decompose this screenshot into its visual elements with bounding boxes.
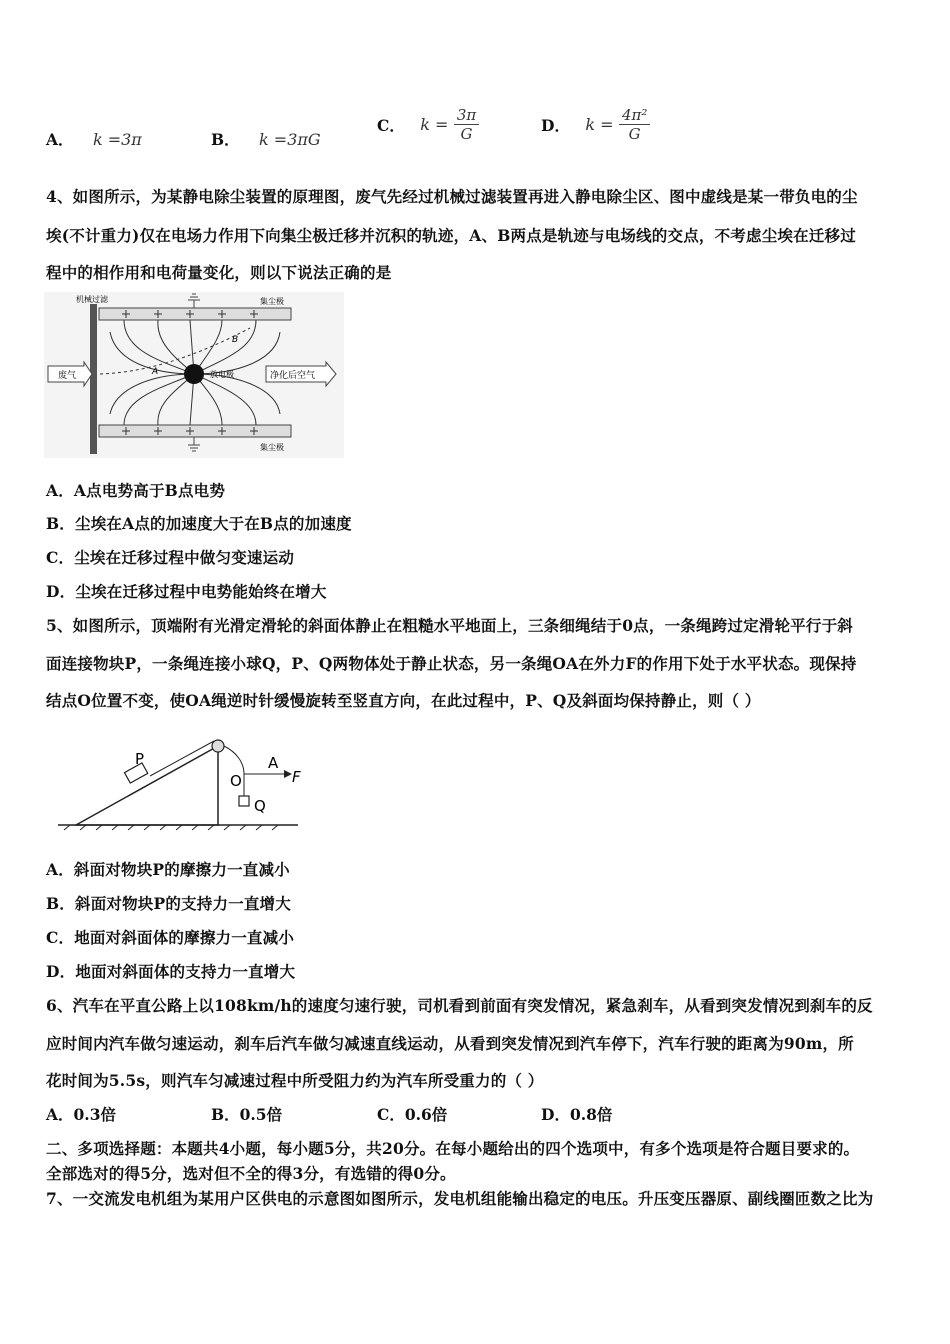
discharge-electrode [184, 364, 204, 384]
q5-option-d: D．地面对斜面体的支持力一直增大 [46, 962, 296, 981]
force-arrow [284, 770, 292, 778]
option-c [377, 106, 479, 143]
section2-line-2: 全部选对的得5分，选对但不全的得3分，有选错的得0分。 [46, 1164, 456, 1183]
section2-line-1: 二、多项选择题：本题共4小题，每小题5分，共20分。在每小题给出的四个选项中，有多个选项是符合题目要求的。 [46, 1139, 860, 1158]
collector-top-label: 集尘极 [260, 297, 284, 306]
q5-option-b: B．斜面对物块P的支持力一直增大 [46, 894, 291, 913]
collector-bottom-label: 集尘极 [260, 443, 284, 452]
q4-option-c: C．尘埃在迁移过程中做匀变速运动 [46, 548, 295, 567]
option-b-formula: k =3πG [259, 130, 321, 149]
incline [76, 746, 218, 825]
rope-p [150, 741, 214, 776]
option-d-lhs: k = [585, 115, 614, 134]
rope-o [224, 746, 244, 774]
option-c-lhs: k = [420, 115, 449, 134]
q5-option-c: C．地面对斜面体的摩擦力一直减小 [46, 928, 295, 947]
label-o: O [230, 772, 242, 790]
pulley [212, 740, 224, 752]
q5-option-a: A．斜面对物块P的摩擦力一直减小 [46, 860, 290, 879]
filter-plate [90, 304, 97, 454]
q6-line-2: 应时间内汽车做匀速运动，刹车后汽车做匀减速直线运动，从看到突发情况到汽车停下，汽车行驶的距离为90m，所 [46, 1034, 854, 1053]
q4-line-1: 4、如图所示，为某静电除尘装置的原理图，废气先经过机械过滤装置再进入静电除尘区、图中虚线是某一带负电的尘 [46, 187, 858, 206]
point-b-label: B [232, 335, 239, 345]
option-a-label: A． [46, 130, 74, 149]
point-a-label: A [152, 367, 159, 377]
option-d [541, 106, 650, 143]
q5-line-2: 面连接物块P，一条绳连接小球Q，P、Q两物体处于静止状态，另一条绳OA在外力F的作用下处于水平状态。现保持 [46, 654, 857, 673]
option-d-fraction [619, 106, 650, 143]
option-c-numerator: 3π [454, 106, 479, 125]
q6-option-a: A．0.3倍 [46, 1105, 116, 1124]
filter-label: 机械过滤 [76, 295, 108, 304]
option-d-numerator: 4π² [619, 106, 650, 125]
clean-air-label: 净化后空气 [270, 371, 316, 381]
option-a-formula: k =3π [92, 130, 142, 149]
q6-option-c: C．0.6倍 [377, 1105, 448, 1124]
discharge-label: 放电极 [210, 370, 234, 379]
q4-option-b: B．尘埃在A点的加速度大于在B点的加速度 [46, 514, 352, 533]
q6-line-1: 6、汽车在平直公路上以108km/h的速度匀速行驶，司机看到前面有突发情况，紧急刹车，从看到突发情况到刹车的反 [46, 996, 873, 1015]
q6-option-d: D．0.8倍 [541, 1105, 613, 1124]
q4-line-2: 埃(不计重力)仅在电场力作用下向集尘极迁移并沉积的轨迹，A、B两点是轨迹与电场线的交点，不考虑尘埃在迁移过 [46, 226, 856, 245]
option-a [46, 128, 142, 150]
option-d-label: D． [541, 115, 570, 135]
option-c-fraction [454, 106, 479, 143]
q6-option-b: B．0.5倍 [211, 1105, 283, 1124]
q5-line-1: 5、如图所示，顶端附有光滑定滑轮的斜面体静止在粗糙水平地面上，三条细绳结于0点，一条绳跨过定滑轮平行于斜 [46, 616, 853, 635]
q6-line-3: 花时间为5.5s，则汽车匀减速过程中所受阻力约为汽车所受重力的（ ） [46, 1071, 544, 1090]
q5-line-3: 结点O位置不变，使OA绳逆时针缓慢旋转至竖直方向，在此过程中，P、Q及斜面均保持静止，则（ ） [46, 691, 761, 710]
option-d-denominator: G [628, 125, 641, 143]
waste-gas-label: 废气 [58, 371, 77, 381]
q4-option-a: A．A点电势高于B点电势 [46, 481, 226, 500]
label-a: A [268, 754, 279, 772]
incline-pulley-diagram [58, 732, 301, 832]
label-f: F [292, 768, 301, 786]
option-b-label: B． [211, 130, 240, 149]
option-b [211, 128, 321, 150]
label-q: Q [254, 797, 266, 815]
electrostatic-precipitator-diagram [44, 292, 344, 458]
option-c-label: C． [377, 115, 405, 135]
ball-q [239, 796, 249, 806]
q7-line-1: 7、一交流发电机组为某用户区供电的示意图如图所示，发电机组能输出稳定的电压。升压变压器原、副线圈匝数之比为 [46, 1189, 874, 1208]
label-p: P [135, 750, 145, 768]
option-c-denominator: G [460, 125, 473, 143]
q4-line-3: 程中的相作用和电荷量变化，则以下说法正确的是 [46, 263, 392, 282]
q4-option-d: D．尘埃在迁移过程中电势能始终在增大 [46, 582, 327, 601]
